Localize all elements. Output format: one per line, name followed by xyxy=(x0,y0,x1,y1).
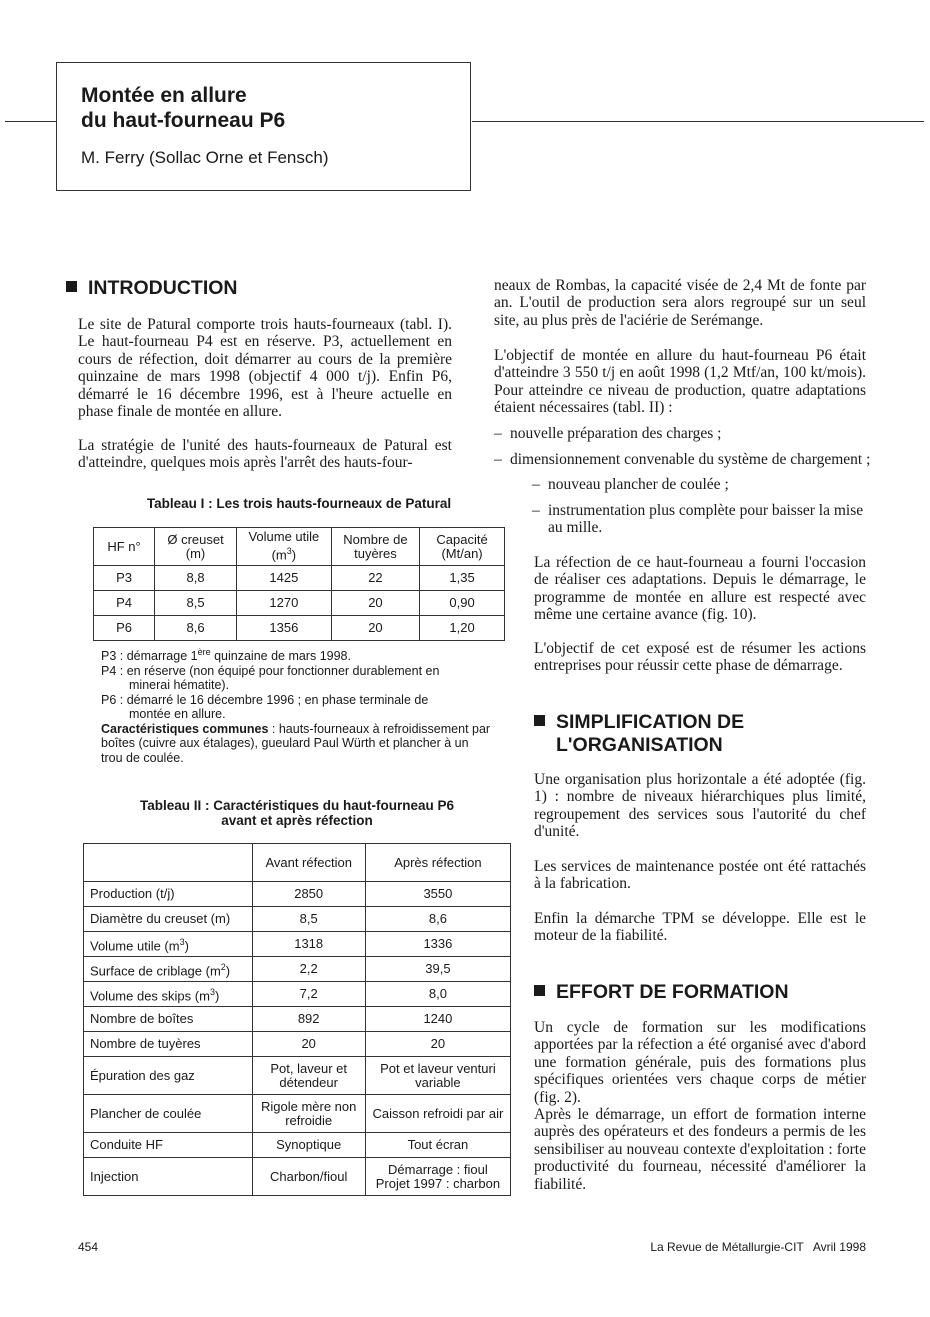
table2-label-cell: Nombre de boîtes xyxy=(84,1007,253,1032)
table2-label-cell: Volume utile $(m^3)$ xyxy=(84,932,253,957)
list-item: – nouveau plancher de coulée ; xyxy=(532,476,729,493)
note-text: quinzaine de mars 1998. xyxy=(210,649,351,664)
journal-reference: La Revue de Métallurgie-CIT Avril 1998 xyxy=(650,1240,866,1254)
table1-cell: P3 xyxy=(94,566,155,591)
table1-caption: Tableau I : Les trois hauts-fourneaux de Patural xyxy=(146,496,452,511)
table1-header-cell xyxy=(155,528,237,566)
table1 xyxy=(93,527,505,641)
note-p6: P6 : démarré le 16 décembre 1996 ; en phase terminale de xyxy=(101,692,429,707)
table-row xyxy=(94,566,505,591)
table2-caption xyxy=(84,798,510,828)
table2-label-cell: Plancher de coulée xyxy=(84,1095,253,1133)
aim-paragraph: L'objectif de cet exposé est de résumer les actions entreprises pour réussir cette phase de démarrage. xyxy=(534,640,866,675)
title-line-2: du haut-fourneau P6 xyxy=(81,109,286,132)
table-row xyxy=(84,907,511,932)
organisation-paragraph-2: Les services de maintenance postée ont été rattachés à la fabrication. xyxy=(534,858,866,893)
list-item-text: dimensionnement convenable du système de chargement ; xyxy=(510,451,871,468)
list-item: – dimensionnement convenable du système de chargement ; xyxy=(494,451,871,468)
table2-label-cell: Épuration des gaz xyxy=(84,1057,253,1095)
note-p6-cont: montée en allure. xyxy=(129,707,226,722)
table-row xyxy=(84,957,511,982)
intro-paragraph-1: Le site de Patural comporte trois hauts-fourneaux (tabl. I). Le haut-fourneau P4 est en réserve. P3, actuellement en cours de réfection, doit démarrer au cours de la première quinzaine de mars 1998 (objectif 4 000 t/j). Enfin P6, démarré le 16 décembre 1996, est à l'heure actuelle en phase finale de montée en allure. xyxy=(78,316,452,421)
table-row xyxy=(84,882,511,907)
table2-cell: Pot, laveur et détendeur xyxy=(252,1057,365,1095)
formation-paragraph-1: Un cycle de formation sur les modifications apportées par la réfection a été organisé avec d'abord une formation générale, puis des formations plus spécifiques orientées vers chaque corps de métier (fig. 2). xyxy=(534,1019,866,1106)
list-item: – instrumentation plus complète pour baisser la mise au mille. xyxy=(532,502,864,537)
note-common xyxy=(101,722,491,766)
heading-introduction xyxy=(66,277,238,300)
list-item-text: nouveau plancher de coulée ; xyxy=(548,476,729,493)
table2-cell: 8,0 xyxy=(365,982,510,1007)
table1-cell: 8,8 xyxy=(155,566,237,591)
continuation-paragraph: neaux de Rombas, la capacité visée de 2,4 Mt de fonte par an. L'outil de production sera alors regroupé sur un seul site, au plus près de l'aciérie de Serémange. xyxy=(494,277,866,329)
intro-paragraph-2: La stratégie de l'unité des hauts-fourneaux de Patural est d'atteindre, quelques mois après l'arrêt des hauts-four- xyxy=(78,437,452,472)
header-rule-right xyxy=(472,121,924,122)
heading-text: INTRODUCTION xyxy=(88,277,238,299)
table2-cell: 3550 xyxy=(365,882,510,907)
table2-cell: 20 xyxy=(365,1032,510,1057)
table1-header-cell: HF n° xyxy=(94,528,155,566)
table2-cell: 20 xyxy=(252,1032,365,1057)
table2-cell: 7,2 xyxy=(252,982,365,1007)
table-row xyxy=(84,1032,511,1057)
page-number: 454 xyxy=(78,1240,99,1254)
table1-header-cell: Nombre de tuyères xyxy=(331,528,419,566)
refection-paragraph: La réfection de ce haut-fourneau a fourni l'occasion de réaliser ces adaptations. Depuis le démarrage, le programme de montée en allure est respecté avec même une certaine avance (fig. 10). xyxy=(534,554,866,624)
table2-cell: Synoptique xyxy=(252,1133,365,1158)
heading-bullet xyxy=(66,281,77,292)
article-title xyxy=(81,83,285,133)
table1-cell: 1,35 xyxy=(420,566,505,591)
table-row xyxy=(84,982,511,1007)
objective-paragraph: L'objectif de montée en allure du haut-fourneau P6 était d'atteindre 3 550 t/j en août 1998 (1,2 Mtf/an, 100 kt/mois). Pour atteindre ce niveau de production, quatre adaptations étaient nécessaires (tabl. II) : xyxy=(494,347,866,417)
heading-formation xyxy=(534,981,789,1004)
table-row xyxy=(94,591,505,616)
heading-bullet xyxy=(534,985,545,996)
table1-notes xyxy=(101,645,491,765)
table1-cell: 20 xyxy=(331,591,419,616)
table2-cell: 892 xyxy=(252,1007,365,1032)
table-row xyxy=(94,616,505,641)
table2-label-cell: Surface de criblage $(m^2)$ xyxy=(84,957,253,982)
table1-cell: P4 xyxy=(94,591,155,616)
note-text: P3 : démarrage 1 xyxy=(101,649,198,664)
heading-text: EFFORT DE FORMATION xyxy=(556,981,789,1003)
table2-cell: 1336 xyxy=(365,932,510,957)
table2-header-row xyxy=(84,844,511,882)
note-p3 xyxy=(101,645,491,664)
header-rule-left xyxy=(5,121,57,122)
table1-cell: 1356 xyxy=(236,616,331,641)
table2-label-cell: Diamètre du creuset (m) xyxy=(84,907,253,932)
organisation-paragraph-1: Une organisation plus horizontale a été adoptée (fig. 1) : nombre de niveaux hiérarchiques plus limité, regroupement des services sous l'autorité du chef d'unité. xyxy=(534,771,866,841)
table2-cell: 1318 xyxy=(252,932,365,957)
table-row xyxy=(84,1095,511,1133)
table1-cell: 20 xyxy=(331,616,419,641)
table2-label-cell: Injection xyxy=(84,1158,253,1196)
table2-cell: 2,2 xyxy=(252,957,365,982)
table2-header-cell: Avant réfection xyxy=(252,844,365,882)
table-row xyxy=(84,932,511,957)
note-p4: P4 : en réserve (non équipé pour fonctionner durablement en xyxy=(101,663,440,678)
table1-cell: 0,90 xyxy=(420,591,505,616)
organisation-paragraph-3: Enfin la démarche TPM se développe. Elle est le moteur de la fiabilité. xyxy=(534,910,866,945)
note-p4-cont: minerai hématite). xyxy=(129,678,230,693)
table1-cell: 1,20 xyxy=(420,616,505,641)
title-box xyxy=(56,62,471,191)
table1-header-cell: Volume utile $(m^3)$ xyxy=(236,528,331,566)
note-common-text: : hauts-fourneaux à refroidissement par boîtes (cuivre aux étalages), gueulard Paul Würth et plancher à un trou de coulée. xyxy=(101,721,491,765)
table2-cell: 39,5 xyxy=(365,957,510,982)
list-item-text: instrumentation plus complète pour baisser la mise au mille. xyxy=(548,502,864,537)
table1-header-row xyxy=(94,528,505,566)
title-line-1: Montée en allure xyxy=(81,84,247,107)
table1-cell: 22 xyxy=(331,566,419,591)
table1-cell: 8,5 xyxy=(155,591,237,616)
table1-cell: 1425 xyxy=(236,566,331,591)
table1-header-text: Ø creuset (m) xyxy=(167,531,224,561)
table2-label-cell: Conduite HF xyxy=(84,1133,253,1158)
note-sup: ère xyxy=(197,647,211,657)
table2-cell: 8,5 xyxy=(252,907,365,932)
heading-text: SIMPLIFICATION DE xyxy=(556,711,745,733)
table2-cell: 8,6 xyxy=(365,907,510,932)
table2-label-cell: Production (t/j) xyxy=(84,882,253,907)
table2-header-cell xyxy=(84,844,253,882)
note-common-label: Caractéristiques communes xyxy=(101,721,269,736)
table2-header-cell: Après réfection xyxy=(365,844,510,882)
table2-cell: 2850 xyxy=(252,882,365,907)
table2-cell: Charbon/fioul xyxy=(252,1158,365,1196)
table1-header-cell: Capacité (Mt/an) xyxy=(420,528,505,566)
table2-cell: 1240 xyxy=(365,1007,510,1032)
table2-cell: Rigole mère non refroidie xyxy=(252,1095,365,1133)
table2-cell: Démarrage : fioul Projet 1997 : charbon xyxy=(365,1158,510,1196)
table2-label-cell: Volume des skips $(m^3)$ xyxy=(84,982,253,1007)
table2-cell: Tout écran xyxy=(365,1133,510,1158)
heading-text-line-2: L'ORGANISATION xyxy=(556,734,723,756)
list-item-text: nouvelle préparation des charges ; xyxy=(510,425,722,442)
table-row xyxy=(84,1057,511,1095)
table2-caption-line-1: Tableau II : Caractéristiques du haut-fourneau P6 xyxy=(139,798,455,813)
table2-label-cell: Nombre de tuyères xyxy=(84,1032,253,1057)
heading-bullet xyxy=(534,715,545,726)
table1-cell: P6 xyxy=(94,616,155,641)
table1-cell: 1270 xyxy=(236,591,331,616)
author: M. Ferry (Sollac Orne et Fensch) xyxy=(81,148,329,167)
table-row xyxy=(84,1007,511,1032)
table2 xyxy=(83,843,511,1196)
table1-cell: 8,6 xyxy=(155,616,237,641)
table2-caption-line-2: avant et après réfection xyxy=(221,813,373,828)
table-row xyxy=(84,1158,511,1196)
heading-simplification xyxy=(534,711,744,757)
table2-cell: Caisson refroidi par air xyxy=(365,1095,510,1133)
table2-cell: Pot et laveur venturi variable xyxy=(365,1057,510,1095)
list-item: – nouvelle préparation des charges ; xyxy=(494,425,722,442)
formation-paragraph-2: Après le démarrage, un effort de formation interne auprès des opérateurs et des fondeurs a permis de les sensibiliser au nouveau contexte d'exploitation : forte productivité du fourneau, nécessité d'améliorer la fiabilité. xyxy=(534,1106,866,1193)
table-row xyxy=(84,1133,511,1158)
